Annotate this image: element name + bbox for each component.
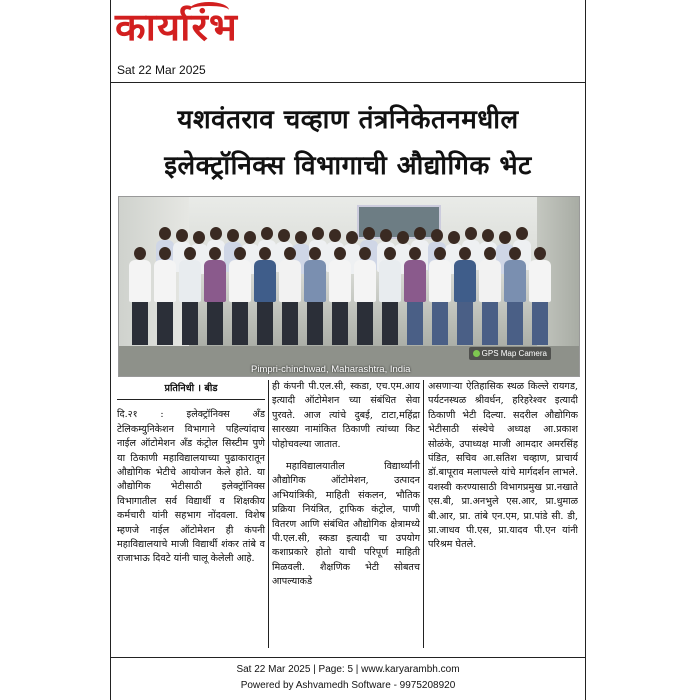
group-photo (118, 196, 580, 377)
person-head (284, 247, 296, 260)
person-legs (157, 301, 173, 345)
person-figure (354, 260, 376, 302)
person-head (363, 227, 375, 240)
gps-map-camera-icon (473, 350, 480, 357)
photo-location-caption: Pimpri-chinchwad, Maharashtra, India (251, 364, 411, 375)
person-head (159, 227, 171, 240)
person-head (459, 247, 471, 260)
person-legs (282, 301, 298, 345)
footer-divider (111, 657, 585, 658)
article-column-3 (428, 380, 578, 648)
person-head (244, 231, 256, 244)
person-head (334, 247, 346, 260)
article-paragraph: ही कंपनी पी.एल.सी, स्कडा, एच.एम.आय इत्यादी ऑटोमेशन च्या संबंधित सेवा पुरवते. आज त्यांचे दुबई, टाटा,महिंद्रा सारख्या नामांकित ठिकाणी त्यांच्या किट पोहोचवल्या जातात. (272, 381, 420, 450)
person-head (309, 247, 321, 260)
person-head (516, 227, 528, 240)
person-head (448, 231, 460, 244)
person-head (278, 229, 290, 242)
person-head (499, 231, 511, 244)
masthead-date: Sat 22 Mar 2025 (117, 63, 206, 77)
person-head (414, 227, 426, 240)
gps-label: GPS Map Camera (481, 349, 547, 358)
person-head (261, 227, 273, 240)
person-head (312, 227, 324, 240)
person-head (346, 231, 358, 244)
person-head (329, 229, 341, 242)
article-paragraph: दि.२१ : इलेक्ट्रॉनिक्स अँड टेलिकम्युनिकेशन विभागाने पहिल्यांदाच नाईल ऑटोमेशन अँड कंट्रोल सिस्टीम पुणे या ठिकाणी महाविद्यालयाच्या पुढाकारातून औद्योगिक भेटीचे आयोजन केले होते. या औद्योगिक भेटीसाठी इलेक्ट्रॉनिक्स विभागातील सर्व विद्यार्थी व शिक्षकीय कर्मचारी यांनी सहभाग नोंदवला. विशेष म्हणजे नाईल ऑटोमेशन ही कंपनी महाविद्यालयाचे माजी विद्यार्थी शंकर तांबे व राजाभाऊ दिवटे यांनी चालू केलेली आहे. (117, 409, 265, 565)
person-figure (379, 260, 401, 302)
person-head (134, 247, 146, 260)
person-head (227, 229, 239, 242)
person-legs (407, 301, 423, 345)
person-head (484, 247, 496, 260)
person-head (431, 229, 443, 242)
headline-line-1: यशवंतराव चव्हाण तंत्रनिकेतनमधील (177, 105, 519, 135)
article-body (117, 380, 579, 648)
person-figure (404, 260, 426, 302)
footer-info: Sat 22 Mar 2025 | Page: 5 | www.karyarambh.com (236, 664, 460, 675)
masthead (111, 0, 585, 83)
person-head (234, 247, 246, 260)
person-legs (482, 301, 498, 345)
person-legs (207, 301, 223, 345)
person-head (295, 231, 307, 244)
person-head (384, 247, 396, 260)
person-head (465, 227, 477, 240)
person-legs (432, 301, 448, 345)
person-legs (382, 301, 398, 345)
person-legs (257, 301, 273, 345)
person-figure (254, 260, 276, 302)
person-head (534, 247, 546, 260)
gps-badge (469, 347, 551, 360)
person-head (397, 231, 409, 244)
person-head (509, 247, 521, 260)
footer-credit: Powered by Ashvamedh Software - 9975208920 (240, 680, 456, 691)
person-head (434, 247, 446, 260)
person-head (359, 247, 371, 260)
person-head (380, 229, 392, 242)
person-head (176, 229, 188, 242)
headline-line-2: इलेक्ट्रॉनिक्स विभागाची औद्योगिक भेट (164, 151, 532, 181)
article-headline (111, 97, 585, 189)
newspaper-logo: कार्यारंभ (115, 5, 239, 49)
person-figure (454, 260, 476, 302)
article-paragraph: असणाऱ्या ऐतिहासिक स्थळ किल्ले रायगड, पर्यटनस्थळ श्रीवर्धन, हरिहरेश्वर इत्यादी ठिकाणी भेटी दिल्या. सदरील औद्योगिक भेटीसाठी संस्थेचे अध्यक्ष आ.प्रकाश सोळंके, उपाध्यक्ष माजी आमदार अमरसिंह पंडित, सचिव आ.सतिश चव्हाण, प्राचार्य डॉ.बापूराव मलापल्ले यांचे मार्गदर्शन लाभले. यशस्वी करण्यासाठी विभागप्रमुख प्रा.नखाते एस.बी, प्रा.अनभुले एस.आर, प्रा.धुमाळ बी.आर, प्रा. तांबे एन.एम, प्रा.पांडे सी. डी, प्रा.जाधव पी.एस, प्रा.यादव पी.एन यांनी परिश्रम घेतले. (428, 381, 578, 551)
person-figure (204, 260, 226, 302)
person-head (193, 231, 205, 244)
person-figure (329, 260, 351, 302)
person-figure (479, 260, 501, 302)
person-figure (179, 260, 201, 302)
article-paragraph: महाविद्यालयातील विद्यार्थ्यांनी औद्योगिक ऑटोमेशन, उत्पादन अभियांत्रिकी, माहिती संकलन, भौतिक प्रक्रिया नियंत्रित, ट्राफिक कंट्रोल, पाणी वितरण आणि संबंधित औद्योगिक क्षेत्रामध्ये पी.एल.सी, स्कडा इत्यादी चा उपयोग कशाप्रकारे होतो याची परिपूर्ण माहिती मिळवली. शैक्षणिक भेटी सोबतच आपल्याकडे (272, 461, 420, 588)
article-byline: प्रतिनिधी । बीड (117, 380, 265, 400)
person-legs (182, 301, 198, 345)
person-legs (357, 301, 373, 345)
person-legs (307, 301, 323, 345)
person-figure (504, 260, 526, 302)
person-legs (332, 301, 348, 345)
newspaper-page (110, 0, 586, 700)
person-head (209, 247, 221, 260)
person-figure (154, 260, 176, 302)
article-column-1 (117, 380, 269, 648)
person-head (409, 247, 421, 260)
person-head (184, 247, 196, 260)
person-legs (232, 301, 248, 345)
person-figure (129, 260, 151, 302)
person-legs (132, 301, 148, 345)
article-column-2 (272, 380, 424, 648)
person-legs (532, 301, 548, 345)
person-legs (457, 301, 473, 345)
person-legs (507, 301, 523, 345)
person-head (482, 229, 494, 242)
person-head (210, 227, 222, 240)
person-figure (429, 260, 451, 302)
person-figure (279, 260, 301, 302)
person-head (159, 247, 171, 260)
person-figure (229, 260, 251, 302)
person-head (259, 247, 271, 260)
person-figure (529, 260, 551, 302)
person-figure (304, 260, 326, 302)
